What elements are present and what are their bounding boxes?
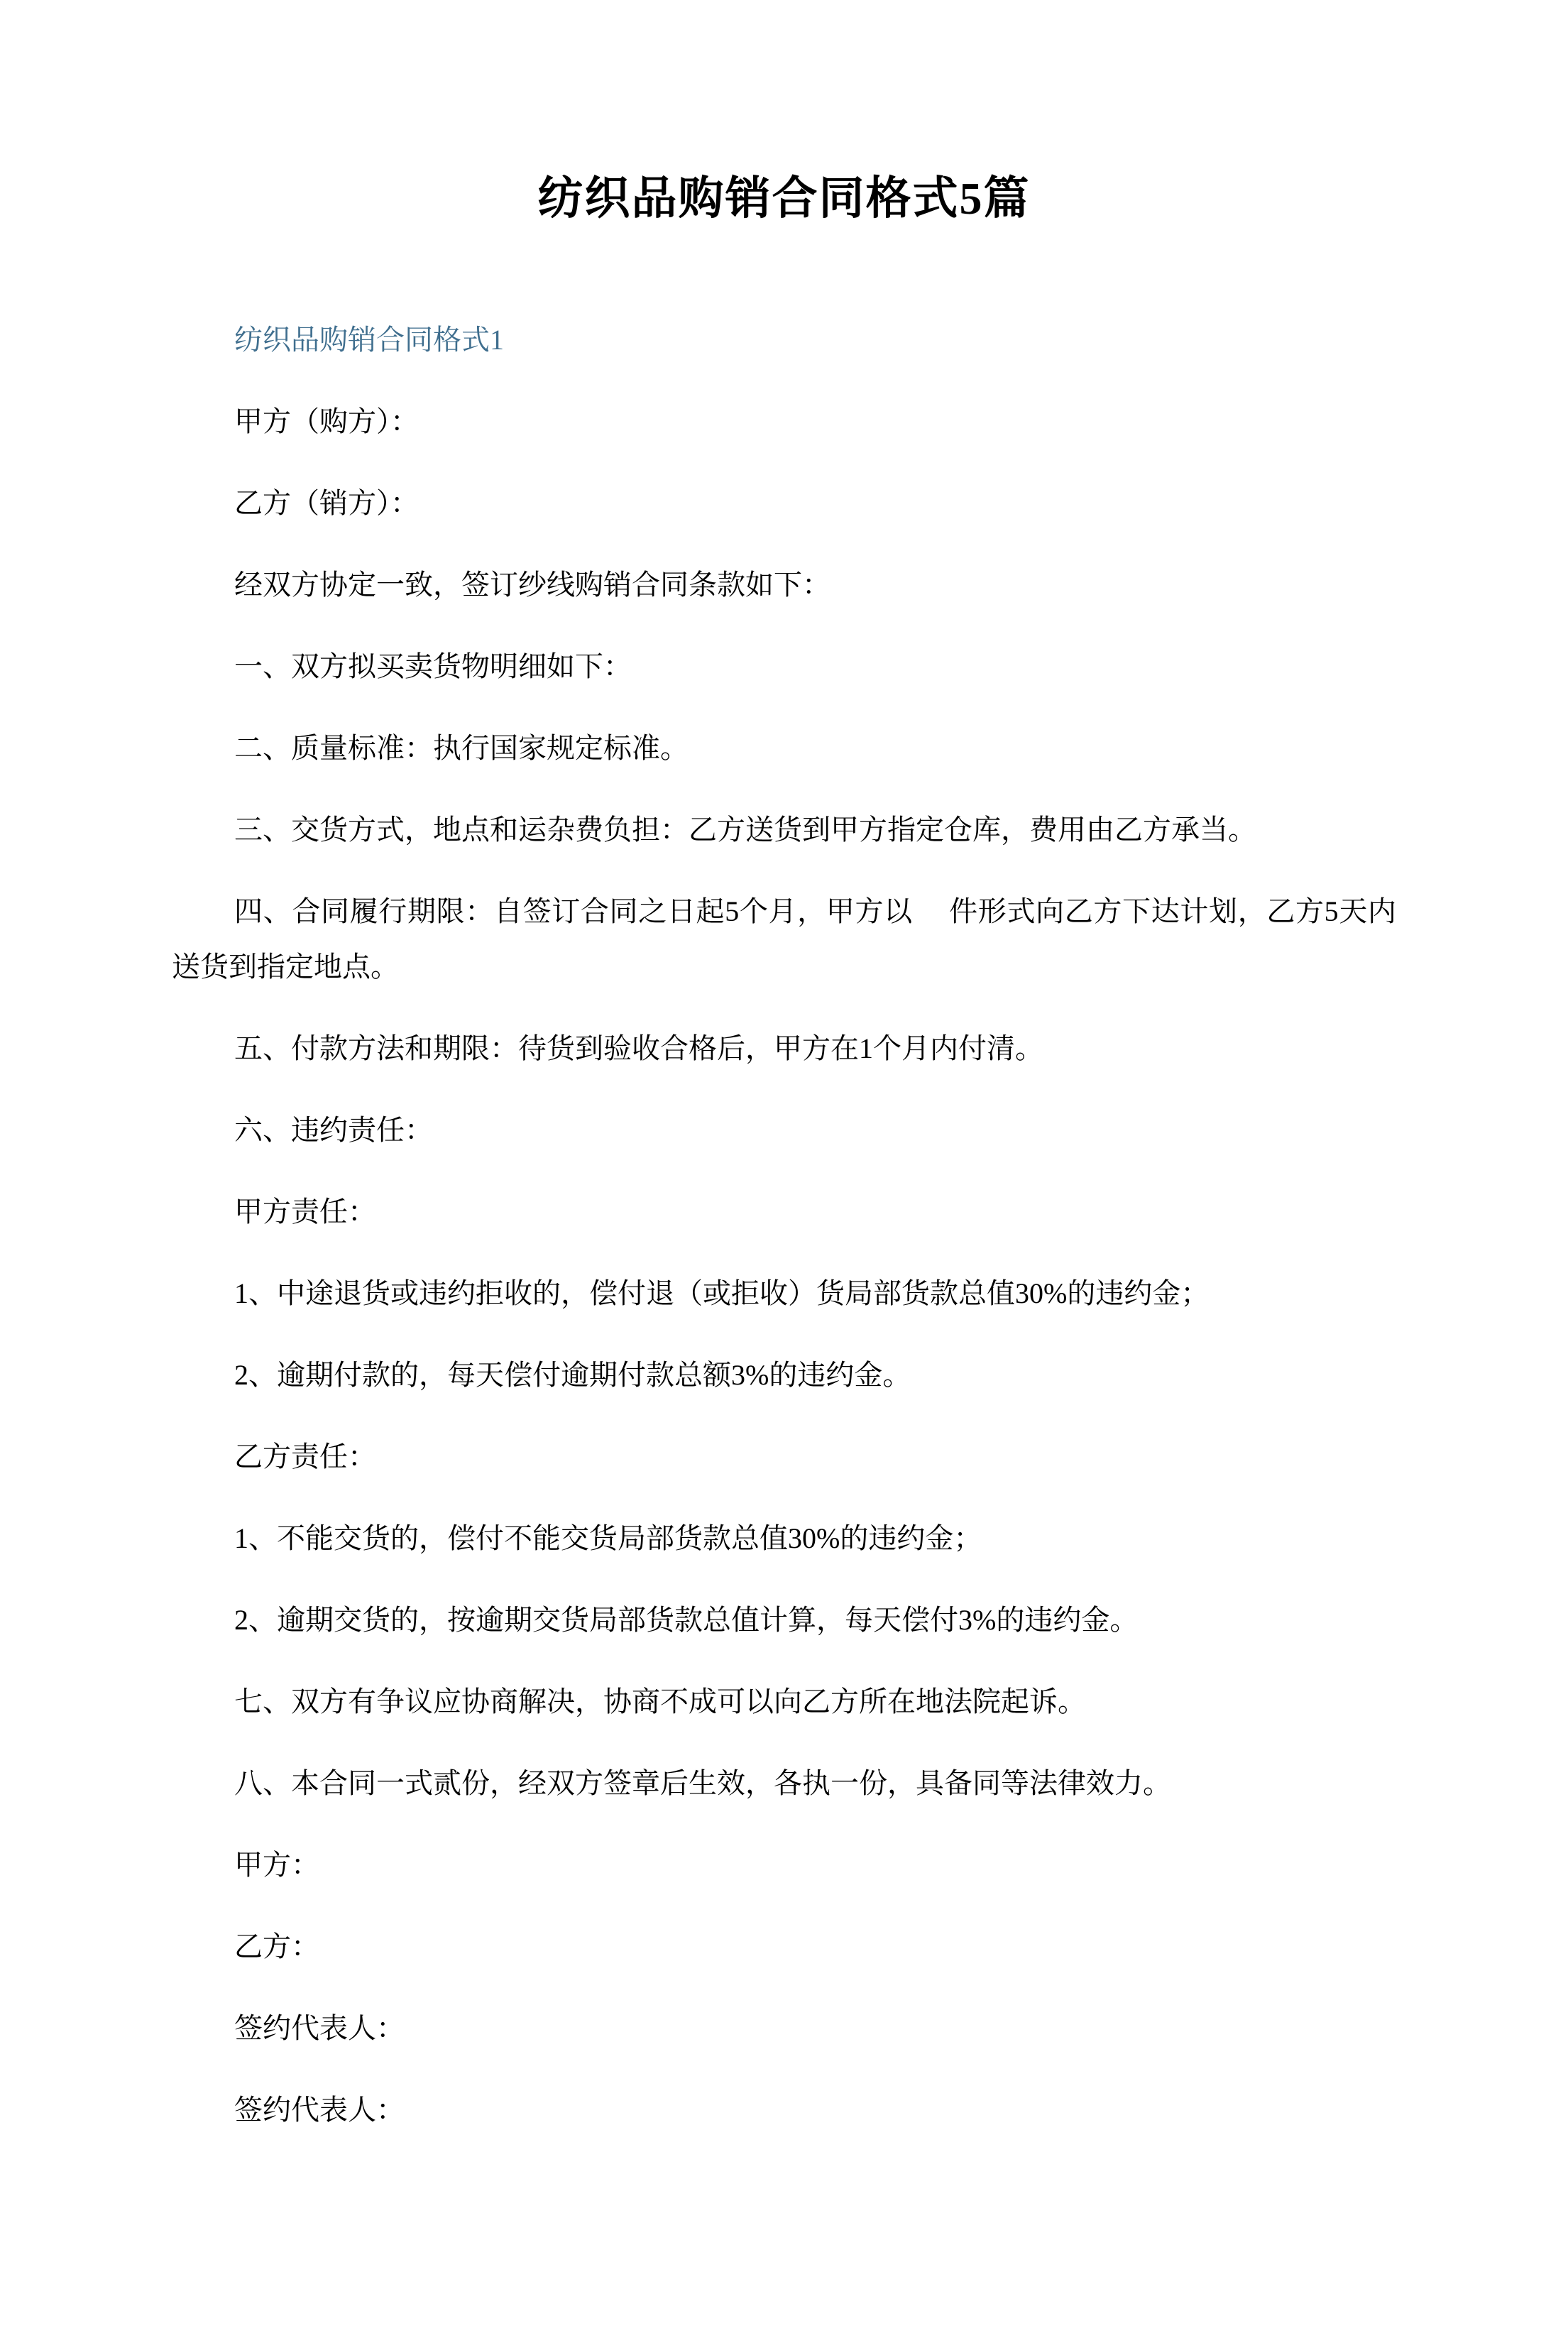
paragraph-party-a-buyer: 甲方（购方）： [234,405,419,437]
document-content [0,312,1568,2138]
section-heading: 纺织品购销合同格式1 [234,324,504,356]
paragraph-party-b-liability-1: 1、不能交货的，偿付不能交货局部货款总值30%的违约金； [234,1522,982,1554]
paragraph-signing-rep-2: 签约代表人： [234,2094,405,2126]
paragraph-party-a-liability-2: 2、逾期付款的，每天偿付逾期付款总额3%的违约金。 [234,1359,911,1391]
paragraph-party-a-liability-1: 1、中途退货或违约拒收的，偿付退（或拒收）货局部货款总值30%的违约金； [234,1277,1210,1309]
paragraph-clause-2: 二、质量标准：执行国家规定标准。 [234,732,689,764]
paragraph-party-b-liability-2: 2、逾期交货的，按逾期交货局部货款总值计算，每天偿付3%的违约金。 [234,1604,1139,1636]
paragraph-party-b-liability-heading: 乙方责任： [234,1441,376,1473]
paragraph-signing-rep-1: 签约代表人： [234,2012,405,2044]
paragraph-party-a-liability-heading: 甲方责任： [234,1196,376,1228]
paragraph-clause-7: 七、双方有争议应协商解决，协商不成可以向乙方所在地法院起诉。 [234,1686,1086,1717]
paragraph-clause-4: 四、合同履行期限：自签订合同之日起5个月，甲方以 件形式向乙方下达计划，乙方5天内送货到指定地点。 [172,895,1396,983]
paragraph-signature-party-a: 甲方： [234,1849,319,1881]
paragraph-preamble: 经双方协定一致，签订纱线购销合同条款如下： [234,569,830,601]
paragraph-clause-6: 六、违约责任： [234,1114,433,1146]
paragraph-clause-8: 八、本合同一式贰份，经双方签章后生效，各执一份，具备同等法律效力。 [234,1767,1171,1799]
paragraph-clause-5: 五、付款方法和期限：待货到验收合格后，甲方在1个月内付清。 [234,1032,1043,1064]
paragraph-clause-1: 一、双方拟买卖货物明细如下： [234,650,632,682]
paragraph-party-b-seller: 乙方（销方）： [234,487,419,519]
document-title: 纺织品购销合同格式5篇 [537,173,1031,224]
paragraph-signature-party-b: 乙方： [234,1930,319,1962]
paragraph-clause-3: 三、交货方式，地点和运杂费负担：乙方送货到甲方指定仓库，费用由乙方承当。 [234,814,1256,846]
